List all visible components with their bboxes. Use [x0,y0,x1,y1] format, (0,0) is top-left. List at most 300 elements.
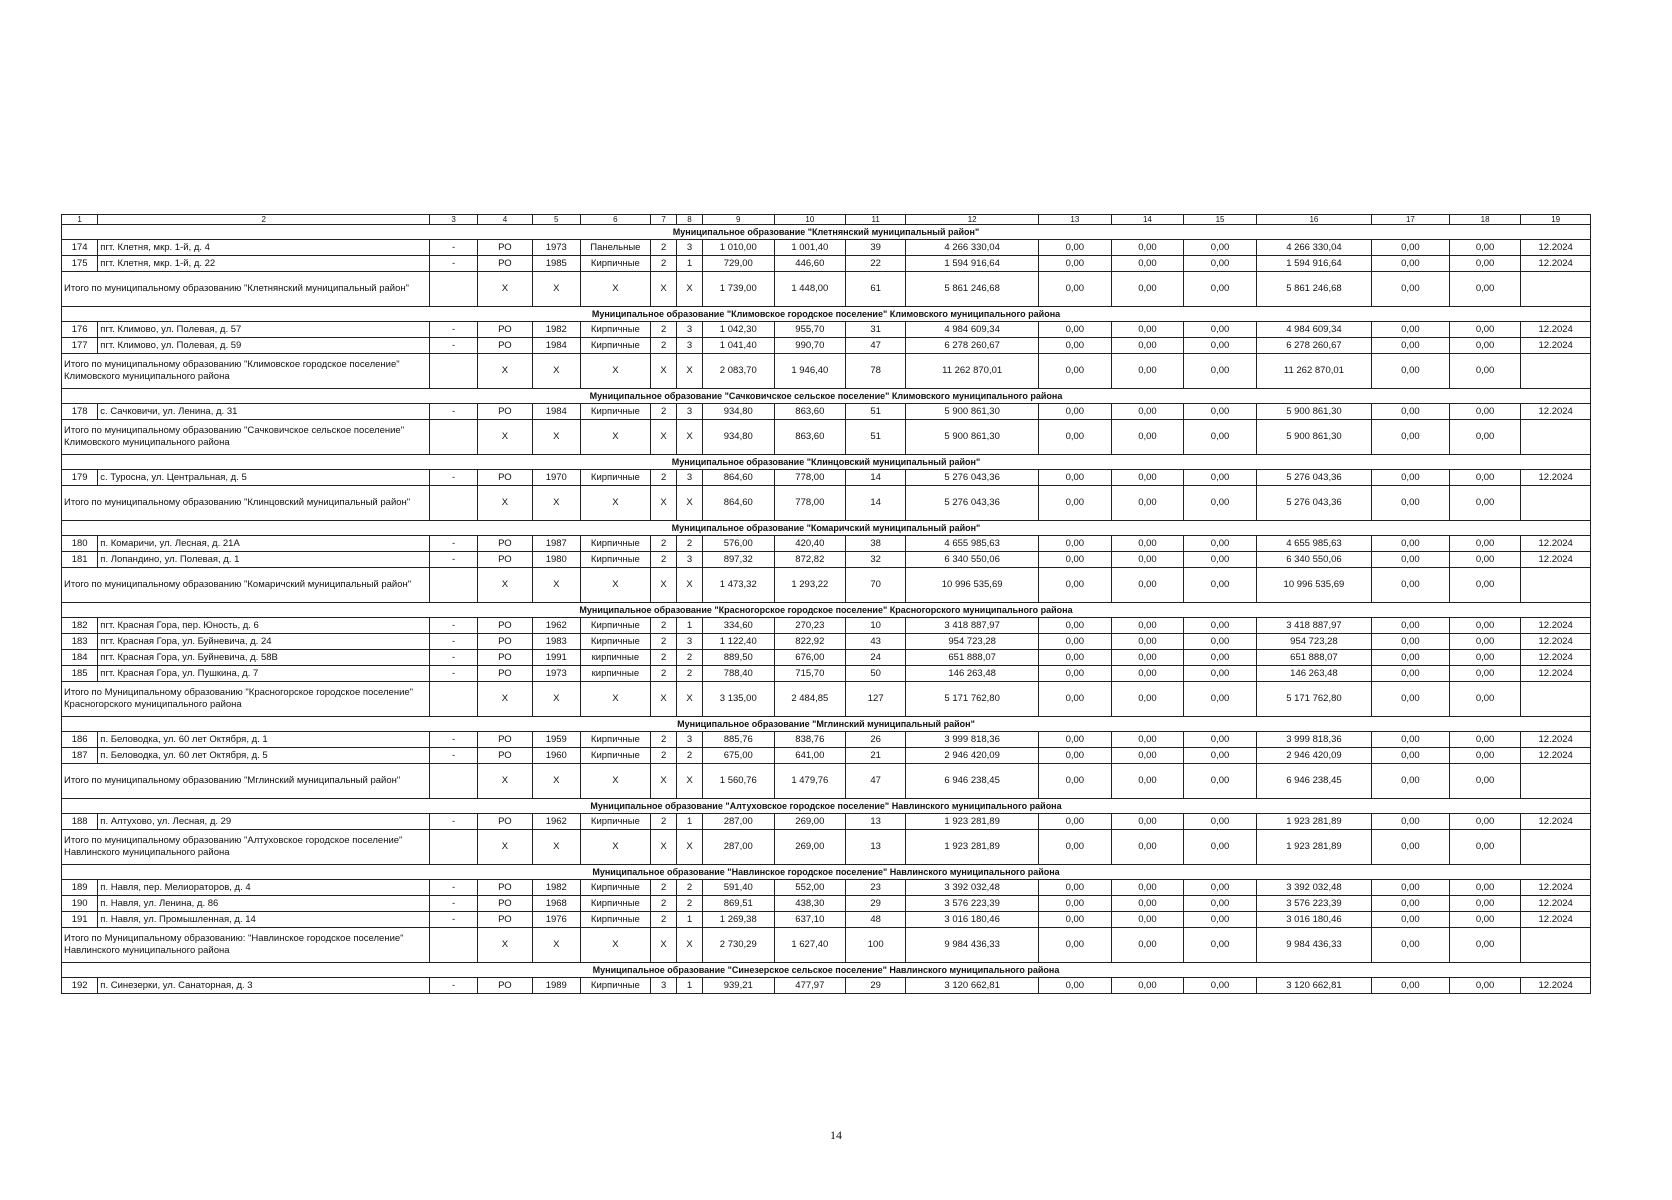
table-cell: 1985 [532,256,580,272]
table-cell: X [477,928,532,963]
table-cell: 175 [62,256,98,272]
table-cell: 0,00 [1039,978,1112,994]
table-cell: 1 [677,256,703,272]
table-cell: 0,00 [1184,486,1257,521]
section-title-row [62,455,1591,470]
table-cell: 1960 [532,748,580,764]
table-cell: 3 576 223,39 [906,896,1039,912]
table-cell: X [580,486,651,521]
table-cell: 287,00 [702,830,774,865]
table-cell: 0,00 [1039,322,1112,338]
table-cell: Панельные [580,240,651,256]
table-cell: - [430,240,478,256]
table-cell: 869,51 [702,896,774,912]
table-cell: 0,00 [1184,634,1257,650]
table-cell: 1982 [532,322,580,338]
table-cell: 0,00 [1449,978,1521,994]
table-cell: X [477,420,532,455]
table-cell: 190 [62,896,98,912]
table-cell: 838,76 [774,732,846,748]
table-cell: 934,80 [702,420,774,455]
table-cell: 43 [846,634,906,650]
table-cell: X [651,420,677,455]
table-cell: 0,00 [1372,634,1450,650]
table-cell: 182 [62,618,98,634]
table-cell: Кирпичные [580,404,651,420]
table-cell: 3 [677,634,703,650]
table-cell [1521,486,1591,521]
table-cell: Муниципальное образование "Мглинский муниципальный район" [62,717,1591,732]
table-cell: 3 [651,978,677,994]
table-cell: Итого по муниципальному образованию "Мглинский муниципальный район" [62,764,430,799]
table-cell: 1 [677,912,703,928]
table-cell: 1982 [532,880,580,896]
table-cell: РО [477,880,532,896]
table-cell: Кирпичные [580,880,651,896]
table-cell: 0,00 [1184,256,1257,272]
column-number-row [62,215,1591,225]
table-cell: Итого по муниципальному образованию "Сачковичское сельское поселение" Климовского муниципального района [62,420,430,455]
table-cell: 1984 [532,404,580,420]
table-cell: 3 418 887,97 [906,618,1039,634]
table-cell: 2 [677,650,703,666]
table-cell: 174 [62,240,98,256]
table-cell: 0,00 [1372,404,1450,420]
table-cell: 591,40 [702,880,774,896]
table-cell: 897,32 [702,552,774,568]
table-cell: X [677,354,703,389]
table-cell: 0,00 [1372,682,1450,717]
table-cell: 176 [62,322,98,338]
table-row [62,536,1591,552]
table-cell: 864,60 [702,470,774,486]
table-cell: Муниципальное образование "Климовское городское поселение" Климовского муниципального района [62,307,1591,322]
table-cell: 0,00 [1449,536,1521,552]
table-cell: 0,00 [1111,536,1184,552]
table-cell: 14 [1111,215,1184,225]
table-cell: Кирпичные [580,618,651,634]
table-cell: 3 [677,552,703,568]
table-cell: 0,00 [1372,536,1450,552]
table-cell: 5 900 861,30 [906,404,1039,420]
table-cell: 0,00 [1449,552,1521,568]
table-cell: 4 655 985,63 [906,536,1039,552]
section-title-row [62,717,1591,732]
table-cell [430,354,478,389]
table-cell: X [580,354,651,389]
table-cell: 48 [846,912,906,928]
table-cell: 1968 [532,896,580,912]
table-cell: п. Синезерки, ул. Санаторная, д. 3 [98,978,430,994]
table-cell: 0,00 [1449,732,1521,748]
table-cell: 9 984 436,33 [906,928,1039,963]
table-cell: РО [477,814,532,830]
table-cell: 2 946 420,09 [906,748,1039,764]
table-cell: РО [477,748,532,764]
table-cell: 188 [62,814,98,830]
table-cell: 29 [846,896,906,912]
table-cell: 1 594 916,64 [1256,256,1371,272]
table-cell: 2 946 420,09 [1256,748,1371,764]
table-cell: Итого по муниципальному образованию "Климовское городское поселение" Климовского муниципального района [62,354,430,389]
table-cell: 1 560,76 [702,764,774,799]
table-cell [1521,272,1591,307]
table-cell: 0,00 [1039,256,1112,272]
table-cell: 10 996 535,69 [906,568,1039,603]
table-cell: 21 [846,748,906,764]
table-cell: 78 [846,354,906,389]
table-cell: - [430,732,478,748]
table-cell: 0,00 [1111,272,1184,307]
table-cell: 0,00 [1111,256,1184,272]
table-cell: 0,00 [1039,764,1112,799]
table-cell: 184 [62,650,98,666]
table-cell: пгт. Красная Гора, ул. Буйневича, д. 24 [98,634,430,650]
table-cell: 0,00 [1111,928,1184,963]
table-cell: 0,00 [1111,470,1184,486]
table-cell: 939,21 [702,978,774,994]
table-cell: - [430,470,478,486]
table-cell: 3 [677,404,703,420]
table-cell: - [430,322,478,338]
table-cell: X [477,830,532,865]
table-cell: 1989 [532,978,580,994]
table-cell: Кирпичные [580,536,651,552]
table-cell: 2 [651,634,677,650]
table-cell: 269,00 [774,814,846,830]
table-cell: 3 [677,732,703,748]
table-cell: 889,50 [702,650,774,666]
table-cell: 2 [651,322,677,338]
table-cell: 1 923 281,89 [1256,814,1371,830]
table-cell: 715,70 [774,666,846,682]
table-cell: 0,00 [1372,568,1450,603]
table-cell: 885,76 [702,732,774,748]
table-cell: 2 [651,536,677,552]
table-cell: 0,00 [1372,666,1450,682]
table-cell: 24 [846,650,906,666]
table-cell: 1984 [532,338,580,354]
table-cell: 0,00 [1039,732,1112,748]
table-cell: 0,00 [1039,880,1112,896]
table-cell: X [477,272,532,307]
table-cell: 127 [846,682,906,717]
table-cell: 0,00 [1449,896,1521,912]
table-cell: 3 [677,338,703,354]
table-cell: 10 [846,618,906,634]
table-cell: 26 [846,732,906,748]
table-cell: 16 [1256,215,1371,225]
table-cell: 0,00 [1039,634,1112,650]
table-cell: Муниципальное образование "Синезерское сельское поселение" Навлинского муниципального района [62,963,1591,978]
section-total-row [62,486,1591,521]
table-cell: 11 262 870,01 [1256,354,1371,389]
table-cell: 477,97 [774,978,846,994]
table-cell: п. Навля, ул. Ленина, д. 86 [98,896,430,912]
table-row [62,896,1591,912]
table-cell: 1980 [532,552,580,568]
table-cell: 0,00 [1372,748,1450,764]
table-cell: X [580,682,651,717]
table-cell: X [477,682,532,717]
table-cell: - [430,256,478,272]
table-cell: 2 [651,912,677,928]
table-cell: 0,00 [1111,486,1184,521]
table-cell: 6 278 260,67 [1256,338,1371,354]
table-cell [430,764,478,799]
table-cell: 0,00 [1184,552,1257,568]
table-cell: 100 [846,928,906,963]
table-cell: 0,00 [1184,338,1257,354]
table-cell: 0,00 [1372,814,1450,830]
section-title-row [62,963,1591,978]
table-cell [430,486,478,521]
table-cell: 0,00 [1449,486,1521,521]
table-cell: 0,00 [1039,830,1112,865]
table-cell: 12.2024 [1521,322,1591,338]
table-row [62,240,1591,256]
table-cell: 4 984 609,34 [906,322,1039,338]
table-cell: 3 576 223,39 [1256,896,1371,912]
table-cell: 2 [677,748,703,764]
table-cell: 0,00 [1449,256,1521,272]
table-cell: 3 016 180,46 [1256,912,1371,928]
table-cell: 0,00 [1184,748,1257,764]
table-cell: 0,00 [1111,682,1184,717]
table-cell [1521,764,1591,799]
table-cell: X [677,568,703,603]
table-cell: кирпичные [580,666,651,682]
table-cell: 2 [651,240,677,256]
table-cell: РО [477,618,532,634]
table-cell: 10 996 535,69 [1256,568,1371,603]
table-cell: 0,00 [1372,354,1450,389]
table-cell: 0,00 [1111,354,1184,389]
table-cell: 0,00 [1184,814,1257,830]
table-cell: 0,00 [1184,404,1257,420]
table-cell: 1 473,32 [702,568,774,603]
table-cell: 2 [651,404,677,420]
table-cell [430,272,478,307]
table-cell: X [677,764,703,799]
table-cell: Муниципальное образование "Клетнянский муниципальный район" [62,225,1591,240]
table-cell: 1 594 916,64 [906,256,1039,272]
table-cell: 178 [62,404,98,420]
table-cell: РО [477,650,532,666]
table-cell: 954 723,28 [906,634,1039,650]
table-cell: 61 [846,272,906,307]
table-cell: 4 984 609,34 [1256,322,1371,338]
table-cell: 872,82 [774,552,846,568]
table-cell: X [477,764,532,799]
table-cell: 5 900 861,30 [1256,404,1371,420]
table-cell [430,420,478,455]
table-cell: - [430,552,478,568]
table-cell [1521,928,1591,963]
table-cell: - [430,338,478,354]
table-cell: 1 042,30 [702,322,774,338]
table-cell: 1 122,40 [702,634,774,650]
table-cell: 2 [651,552,677,568]
table-cell: 0,00 [1111,880,1184,896]
table-cell: 2 [677,880,703,896]
table-cell: X [651,486,677,521]
table-cell: 1959 [532,732,580,748]
table-cell: 3 [430,215,478,225]
table-cell: 0,00 [1184,732,1257,748]
table-cell: 0,00 [1111,338,1184,354]
table-cell: 0,00 [1111,814,1184,830]
table-cell: 778,00 [774,470,846,486]
table-cell: X [651,272,677,307]
table-cell: 0,00 [1449,618,1521,634]
table-cell: Муниципальное образование "Клинцовский муниципальный район" [62,455,1591,470]
table-cell: РО [477,732,532,748]
table-cell: 12.2024 [1521,618,1591,634]
table-cell: 5 861 246,68 [1256,272,1371,307]
table-cell: 0,00 [1184,978,1257,994]
table-cell: 0,00 [1111,650,1184,666]
table-cell [1521,354,1591,389]
table-cell: 651 888,07 [906,650,1039,666]
table-cell: Муниципальное образование "Навлинское городское поселение" Навлинского муниципального района [62,865,1591,880]
table-cell: 29 [846,978,906,994]
table-cell: 0,00 [1184,618,1257,634]
table-cell: - [430,650,478,666]
table-cell: 47 [846,338,906,354]
table-cell: РО [477,552,532,568]
table-cell: Итого по муниципальному образованию "Комаричский муниципальный район" [62,568,430,603]
table-cell: 269,00 [774,830,846,865]
table-cell: X [651,354,677,389]
table-cell: 0,00 [1039,420,1112,455]
table-cell: 0,00 [1111,978,1184,994]
table-cell: 0,00 [1449,338,1521,354]
table-cell: 0,00 [1184,764,1257,799]
table-cell: 5 276 043,36 [906,470,1039,486]
table-row [62,338,1591,354]
section-total-row [62,682,1591,717]
table-cell: 0,00 [1372,764,1450,799]
table-cell: 3 [677,240,703,256]
table-cell: 552,00 [774,880,846,896]
table-cell: пгт. Климово, ул. Полевая, д. 59 [98,338,430,354]
table-cell: 863,60 [774,404,846,420]
table-cell: 0,00 [1184,240,1257,256]
table-cell: 3 016 180,46 [906,912,1039,928]
table-cell: 0,00 [1372,486,1450,521]
table-cell: 12.2024 [1521,404,1591,420]
table-cell: 12.2024 [1521,732,1591,748]
table-cell: 1 923 281,89 [906,830,1039,865]
table-cell: 2 [677,536,703,552]
table-cell: 2 [651,896,677,912]
table-cell: 729,00 [702,256,774,272]
table-cell: пгт. Климово, ул. Полевая, д. 57 [98,322,430,338]
table-cell: 0,00 [1449,650,1521,666]
table-cell: 0,00 [1449,568,1521,603]
table-cell: 1991 [532,650,580,666]
table-cell: 1962 [532,814,580,830]
table-cell: 13 [846,814,906,830]
table-cell: 23 [846,880,906,896]
table-cell: 0,00 [1111,240,1184,256]
table-cell: 0,00 [1372,240,1450,256]
table-cell: 2 [651,256,677,272]
table-cell: 2 083,70 [702,354,774,389]
table-cell: пгт. Красная Гора, ул. Буйневича, д. 58В [98,650,430,666]
table-cell: 0,00 [1449,322,1521,338]
table-cell: X [651,682,677,717]
table-cell: 1 627,40 [774,928,846,963]
table-cell: с. Сачковичи, ул. Ленина, д. 31 [98,404,430,420]
table-cell: п. Комаричи, ул. Лесная, д. 21А [98,536,430,552]
table-cell: РО [477,666,532,682]
table-cell: 1983 [532,634,580,650]
table-cell: X [677,486,703,521]
table-cell: 0,00 [1449,830,1521,865]
table-cell: 12.2024 [1521,666,1591,682]
table-cell: 1 [677,618,703,634]
table-cell: 0,00 [1111,896,1184,912]
table-cell: 1 923 281,89 [906,814,1039,830]
table-cell: 2 [651,732,677,748]
table-cell: Кирпичные [580,912,651,928]
table-cell: 6 946 238,45 [906,764,1039,799]
table-cell: 9 [702,215,774,225]
table-cell: 0,00 [1039,568,1112,603]
table-cell: Кирпичные [580,732,651,748]
table-cell: Итого по муниципальному образованию "Алтуховское городское поселение" Навлинского муниципального района [62,830,430,865]
housing-register-table [61,214,1591,994]
table-cell: 2 [651,666,677,682]
table-cell: X [580,420,651,455]
table-cell: 0,00 [1449,420,1521,455]
table-cell: Кирпичные [580,634,651,650]
table-cell: 0,00 [1111,420,1184,455]
table-cell: X [651,568,677,603]
table-cell: 1 739,00 [702,272,774,307]
table-cell: 0,00 [1111,552,1184,568]
table-cell: 0,00 [1111,322,1184,338]
table-cell: 1973 [532,666,580,682]
table-cell: 0,00 [1449,814,1521,830]
table-row [62,404,1591,420]
table-cell: 334,60 [702,618,774,634]
table-cell: 955,70 [774,322,846,338]
section-title-row [62,603,1591,618]
table-cell: 990,70 [774,338,846,354]
table-cell: 186 [62,732,98,748]
table-cell: 3 392 032,48 [906,880,1039,896]
table-cell: 0,00 [1449,928,1521,963]
table-cell: 3 120 662,81 [1256,978,1371,994]
table-cell: 1 001,40 [774,240,846,256]
table-cell: X [580,830,651,865]
table-cell: 6 946 238,45 [1256,764,1371,799]
table-cell: - [430,536,478,552]
table-cell: - [430,666,478,682]
table-cell: 864,60 [702,486,774,521]
table-cell: 1 [677,814,703,830]
table-cell: п. Беловодка, ул. 60 лет Октября, д. 5 [98,748,430,764]
table-row [62,256,1591,272]
table-cell: 0,00 [1111,618,1184,634]
table-cell: 39 [846,240,906,256]
table-cell: п. Алтухово, ул. Лесная, д. 29 [98,814,430,830]
table-cell: 0,00 [1111,404,1184,420]
table-cell: 0,00 [1372,912,1450,928]
